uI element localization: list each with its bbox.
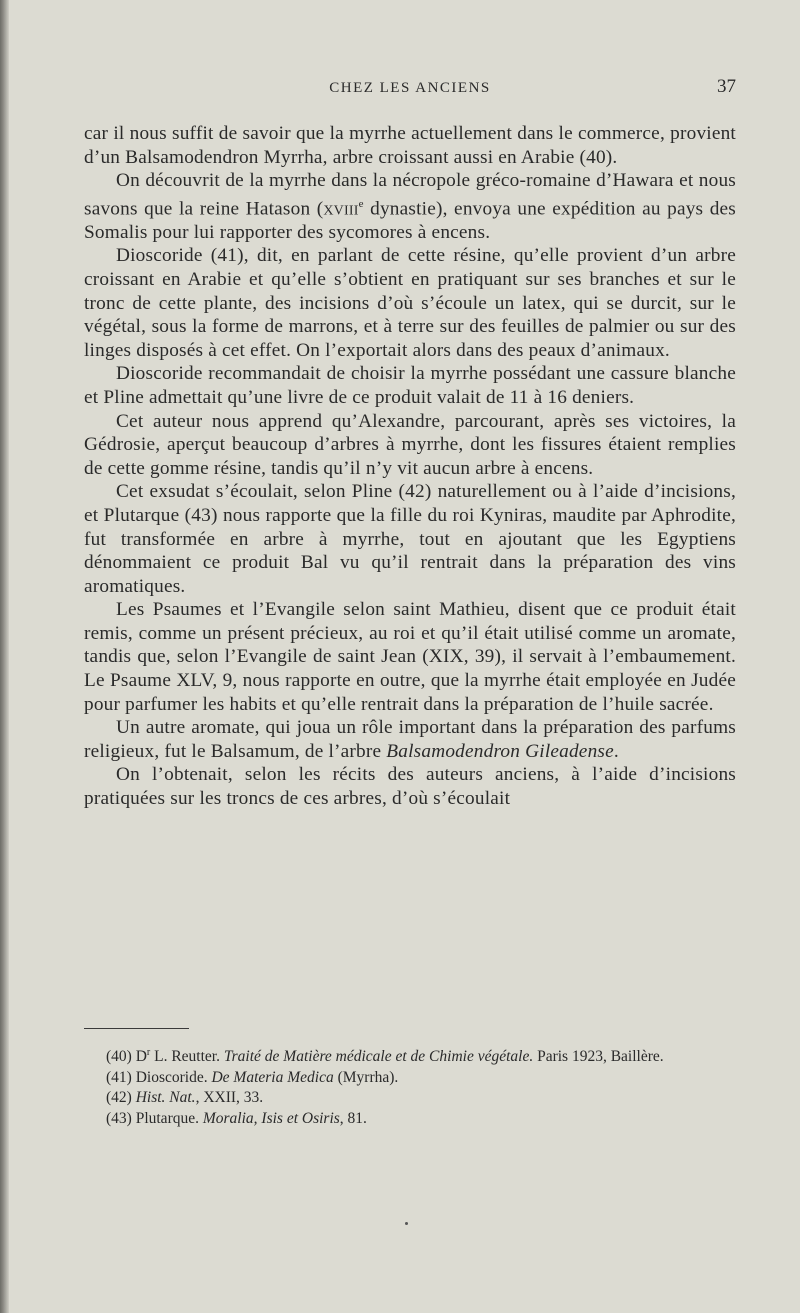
paragraph <box>84 598 736 716</box>
footnote-text: Paris 1923, Baillère. <box>533 1048 664 1066</box>
paragraph-text: Cet auteur nous apprend qu’Alexandre, parcourant, après ses victoires, la Gédrosie, aperçut beaucoup d’arbres à myrrhe, dont les fissures étaient remplies de cette gomme résine, tandis qu’il n’y vit aucun arbre à encens. <box>84 410 736 479</box>
paragraph <box>84 362 736 409</box>
footnote <box>84 1068 736 1089</box>
paragraph-text: . <box>613 740 619 762</box>
paragraph-text: car il nous suffit de savoir que la myrrhe actuellement dans le commerce, provient d’un Balsamodendron Myrrha, arbre croissant aussi en Arabie (40). <box>84 123 736 168</box>
page-edge-shadow <box>0 0 9 1313</box>
paragraph <box>84 122 736 169</box>
footnote-rule <box>84 1028 189 1029</box>
paragraph-text: Les Psaumes et l’Evangile selon saint Mathieu, disent que ce produit était remis, comme un présent précieux, au roi et qu’il était utilisé comme un aromate, tandis que, selon l’Evangile de saint Jean (XIX, 39), il servait à l’embaumement. Le Psaume XLV, 9, nous rapporte en outre, que la myrrhe était employée en Judée pour parfumer les habits et qu’elle rentrait dans la préparation de l’huile sacrée. <box>84 599 736 715</box>
footnote-text: Plutarque. <box>131 1109 203 1127</box>
footnote <box>84 1109 736 1130</box>
footnote <box>84 1043 736 1068</box>
footnote-title: Moralia, Isis et Osiris <box>202 1109 340 1127</box>
paragraph <box>84 480 736 598</box>
footnote-number: (43) <box>106 1109 132 1127</box>
footnote-title: Hist. Nat. <box>135 1089 196 1107</box>
footnote-title: De Materia Medica <box>211 1068 334 1086</box>
footnote-text: D <box>131 1048 147 1066</box>
footnote-number: (40) <box>106 1048 132 1066</box>
paragraph-text: dynastie), envoya une expédition au pays des Somalis pour lui rapporter des sycomores à encens. <box>84 198 737 243</box>
page-header <box>84 76 736 106</box>
paragraph <box>84 763 736 810</box>
paragraph-text: Un autre aromate, qui joua un rôle important dans la préparation des parfums religieux, fut le Balsamum, de l’arbre <box>84 717 736 762</box>
footnote-text: (Myrrha). <box>333 1068 399 1086</box>
paragraph-text: Dioscoride recommandait de choisir la myrrhe possédant une cassure blanche et Pline admettait qu’une livre de ce produit valait de 11 à 16 deniers. <box>84 363 736 408</box>
paragraph-text: Cet exsudat s’écoulait, selon Pline (42) naturellement ou à l’aide d’incisions, et Plutarque (43) nous rapporte que la fille du roi Kyniras, maudite par Aphrodite, fut transformée en arbre à myrrhe, tout en ajoutant que les Egyptiens dénommaient ce produit Bal vu qu’il rentrait dans la préparation des vins aromatiques. <box>84 481 736 597</box>
footnote-number: (41) <box>106 1068 132 1086</box>
footnote-number: (42) <box>106 1089 132 1107</box>
paper-speck <box>405 1222 408 1225</box>
footnote-text: , 81. <box>339 1109 367 1127</box>
paragraph <box>84 410 736 481</box>
footnotes <box>84 1043 736 1129</box>
paragraph <box>84 716 736 763</box>
footnote-text: Dioscoride. <box>131 1068 212 1086</box>
paragraph-text: On découvrit de la myrrhe dans la nécropole gréco-romaine d’Hawara et nous savons que la reine Hatason ( <box>84 170 736 220</box>
body-text <box>84 122 736 811</box>
superscript: e <box>358 197 364 210</box>
footnote-text: L. Reutter. <box>150 1048 224 1066</box>
running-head: CHEZ LES ANCIENS <box>329 80 491 96</box>
paragraph <box>84 244 736 362</box>
dynasty-numeral: xviii <box>323 198 359 220</box>
footnote-title: Traité de Matière médicale et de Chimie végétale. <box>223 1048 534 1066</box>
page-number: 37 <box>717 76 736 97</box>
footnote <box>84 1088 736 1109</box>
paragraph <box>84 169 736 244</box>
paragraph-text: Dioscoride (41), dit, en parlant de cette résine, qu’elle provient d’un arbre croissant en Arabie et qu’elle s’obtient en pratiquant sur ses branches et sur le tronc de cette plante, des incisions d’où s’écoule un latex, qui se durcit, sur le végétal, sous la forme de marrons, et à terre sur des feuilles de palmier ou sur des linges disposés à cet effet. On l’exportait alors dans des peaux d’animaux. <box>84 245 736 361</box>
species-name: Balsamodendron Gileadense <box>386 740 614 762</box>
superscript: r <box>146 1047 151 1058</box>
footnote-text: , XXII, 33. <box>195 1089 264 1107</box>
paragraph-text: On l’obtenait, selon les récits des auteurs anciens, à l’aide d’incisions pratiquées sur les troncs de ces arbres, d’où s’écoulait <box>84 764 736 810</box>
